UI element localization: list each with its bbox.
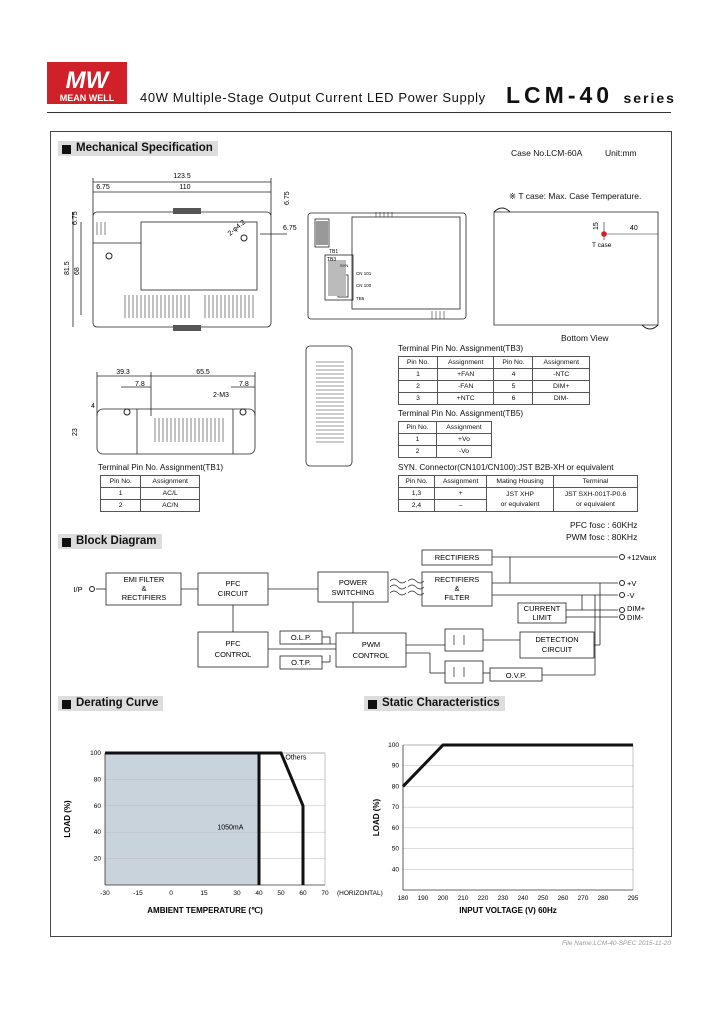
pwm-1: PWM [361, 640, 381, 649]
tb1-header: Assignment [141, 476, 200, 488]
out-dim-plus: DIM+ [627, 604, 646, 613]
dim-23: 23 [72, 428, 79, 436]
derating-chart [60, 735, 383, 925]
static-ytick: 40 [391, 866, 399, 874]
table-row: 1,3 + JST XHP or equivalent JST SXH-001T-P0.6 or equivalent [399, 488, 638, 500]
logo-mark: MW [65, 67, 109, 94]
derating-xtick: -15 [133, 890, 143, 897]
olp-label: O.L.P. [290, 633, 312, 642]
terminal-cell: JST SXH-001T-P0.6 or equivalent [553, 488, 637, 512]
dim-7-8-a: 7.8 [135, 381, 145, 388]
bottom-view-label: Bottom View [561, 333, 609, 343]
dim-6-75-c: 6.75 [72, 211, 79, 225]
top-view-drawing [55, 170, 305, 335]
tb3-caption: Terminal Pin No. Assignment(TB3) [398, 344, 524, 353]
static-xtick: 190 [417, 895, 429, 902]
table-row: 3 +NTC 6 DIM- [399, 393, 590, 405]
emi-line2: & [141, 584, 147, 593]
label-cn100: CN 100 [356, 283, 372, 288]
tcase-point [601, 231, 607, 237]
ovp-label: O.V.P. [505, 671, 527, 680]
static-ytick: 100 [388, 742, 399, 749]
syn-caption: SYN. Connector(CN101/CN100):JST B2B-XH or equivalent [398, 463, 614, 472]
rect-filter-2: & [454, 584, 460, 593]
label-cn101: CN 101 [356, 271, 372, 276]
dim-123-5: 123.5 [173, 173, 191, 180]
table-row: 2 -Vo [399, 446, 492, 458]
tb3-table [398, 356, 590, 405]
derating-xtick: 0 [169, 890, 173, 897]
pwm-fosc: PWM fosc : 80KHz [566, 532, 638, 542]
pfc-circuit-1: PFC [225, 579, 241, 588]
label-syn: SYN [340, 263, 349, 268]
tb5-header: Pin No. [399, 422, 437, 434]
tb5-caption: Terminal Pin No. Assignment(TB5) [398, 409, 524, 418]
out-v-minus: -V [627, 591, 635, 600]
static-ylabel: LOAD (%) [372, 798, 381, 837]
static-xlabel: INPUT VOLTAGE (V) 60Hz [459, 906, 557, 915]
derating-xtick: 30 [233, 890, 241, 897]
dim-hole: 2-φ4.2 [226, 218, 247, 238]
emi-line3: RECTIFIERS [121, 593, 167, 602]
dim-6-75-d: 6.75 [284, 191, 291, 205]
static-ytick: 60 [391, 824, 399, 832]
otp-label: O.T.P. [291, 658, 311, 667]
end-view-drawing [300, 342, 360, 470]
tb5-table [398, 421, 492, 458]
out-dim-minus: DIM- [627, 613, 644, 622]
tcase-note: ※ T case: Max. Case Temperature. [509, 191, 642, 201]
side-view-drawing [72, 364, 265, 464]
derating-xlabel: AMBIENT TEMPERATURE (℃) [147, 906, 263, 915]
current-limit-2: LIMIT [532, 613, 552, 622]
pfc-control-1: PFC [225, 639, 241, 648]
derating-ytick: 100 [90, 750, 101, 757]
tb3-header: Assignment [437, 357, 494, 369]
dim-40: 40 [630, 225, 638, 232]
dim-15: 15 [593, 222, 600, 230]
tb3-header: Pin No. [399, 357, 438, 369]
logo-text: MEAN WELL [59, 93, 115, 103]
static-ytick: 90 [391, 762, 399, 770]
series-word: series [623, 90, 676, 106]
derating-xtick: 60 [299, 890, 307, 897]
mating-housing-cell: JST XHP or equivalent [487, 488, 554, 512]
tb3-header: Pin No. [494, 357, 533, 369]
dim-68: 68 [74, 267, 81, 275]
syn-header: Pin No. [399, 476, 435, 488]
power-sw-2: SWITCHING [331, 588, 375, 597]
table-row: 1 +FAN 4 -NTC [399, 369, 590, 381]
derating-ytick: 20 [93, 855, 101, 863]
static-xtick: 270 [577, 895, 589, 902]
table-row: 2 AC/N [101, 500, 200, 512]
rectifiers-top: RECTIFIERS [434, 553, 480, 562]
derating-area [105, 753, 259, 885]
case-number: Case No.LCM-60A [511, 148, 583, 158]
static-xtick: 230 [497, 895, 509, 902]
out-12vaux: +12Vaux [627, 553, 657, 562]
section-block-diagram: Block Diagram [58, 534, 162, 549]
derating-xtick: 70 [321, 890, 329, 897]
pfc-control-2: CONTROL [214, 650, 252, 659]
block-diagram [70, 545, 670, 690]
static-xtick: 280 [597, 895, 609, 902]
unit-label: Unit:mm [605, 148, 637, 158]
syn-header: Assignment [434, 476, 486, 488]
dim-39-3: 39.3 [116, 369, 130, 376]
derating-xtick: 40 [255, 890, 263, 897]
pfc-circuit-2: CIRCUIT [217, 589, 249, 598]
model-number: LCM-40 [506, 82, 614, 108]
header-rule [47, 112, 671, 113]
static-xtick: 250 [537, 895, 549, 902]
mean-well-logo [47, 62, 127, 104]
dim-110: 110 [179, 184, 191, 191]
static-ytick: 70 [391, 804, 399, 812]
dim-7-8-b: 7.8 [239, 381, 249, 388]
derating-xtick: 50 [277, 890, 285, 897]
power-sw-1: POWER [338, 578, 368, 587]
derating-annotation-1050: 1050mA [217, 824, 244, 832]
derating-xunit: (HORIZONTAL) [337, 890, 383, 897]
static-ytick: 50 [391, 845, 399, 853]
section-static-characteristics: Static Characteristics [364, 696, 505, 711]
pwm-2: CONTROL [352, 651, 390, 660]
table-row: 2 -FAN 5 DIM+ [399, 381, 590, 393]
static-xtick: 200 [437, 895, 449, 902]
label-tb5: TB5 [356, 296, 365, 301]
derating-annotation-others: Others [285, 754, 307, 762]
derating-ytick: 40 [93, 829, 101, 837]
document-title: 40W Multiple-Stage Output Current LED Power Supply [140, 90, 486, 105]
dim-6-75-b: 6.75 [283, 225, 297, 232]
static-ytick: 80 [391, 783, 399, 791]
terminal-view-drawing [300, 205, 475, 327]
section-mechanical-spec: Mechanical Specification [58, 141, 218, 156]
dim-4: 4 [91, 403, 95, 410]
static-xtick: 180 [397, 895, 409, 902]
ip-label: I/P [73, 585, 83, 594]
tb5-header: Assignment [436, 422, 491, 434]
label-tb1: TB1 [329, 249, 339, 255]
derating-xtick: -30 [100, 890, 110, 897]
table-row: 2,4 – [399, 500, 638, 512]
derating-xtick: 15 [200, 890, 208, 897]
static-xtick: 295 [627, 895, 639, 902]
dim-81-5: 81.5 [64, 261, 71, 275]
table-row: 1 AC/L [101, 488, 200, 500]
emi-line1: EMI FILTER [123, 575, 165, 584]
tb1-caption: Terminal Pin No. Assignment(TB1) [98, 463, 224, 472]
static-chart [365, 735, 645, 925]
dim-65-5: 65.5 [196, 369, 210, 376]
dim-m3: 2-M3 [213, 392, 229, 399]
bottom-view-drawing [480, 200, 660, 335]
table-row: 1 +Vo [399, 434, 492, 446]
static-xtick: 260 [557, 895, 569, 902]
tb3-header: Assignment [533, 357, 590, 369]
tcase-label: T case [592, 242, 612, 249]
file-footer: File Name:LCM-40-SPEC 2015-11-20 [562, 940, 671, 947]
rect-filter-3: FILTER [444, 593, 470, 602]
pfc-fosc: PFC fosc : 60KHz [570, 520, 638, 530]
tb1-table [100, 475, 200, 512]
rect-filter-1: RECTIFIERS [434, 575, 480, 584]
section-derating-curve: Derating Curve [58, 696, 163, 711]
static-xtick: 210 [457, 895, 469, 902]
tb1-header: Pin No. [101, 476, 141, 488]
detection-2: CIRCUIT [541, 645, 573, 654]
syn-header: Terminal [553, 476, 637, 488]
syn-table [398, 475, 638, 512]
dim-6-75-a: 6.75 [96, 184, 110, 191]
current-limit-1: CURRENT [523, 604, 561, 613]
static-xtick: 240 [517, 895, 529, 902]
label-tb3: TB3 [327, 257, 337, 263]
out-v-plus: +V [627, 579, 637, 588]
syn-header: Mating Housing [487, 476, 554, 488]
model-name [506, 82, 676, 109]
derating-ytick: 60 [93, 802, 101, 810]
derating-ylabel: LOAD (%) [63, 800, 72, 838]
derating-ytick: 80 [93, 776, 101, 784]
static-xtick: 220 [477, 895, 489, 902]
detection-1: DETECTION [535, 635, 579, 644]
